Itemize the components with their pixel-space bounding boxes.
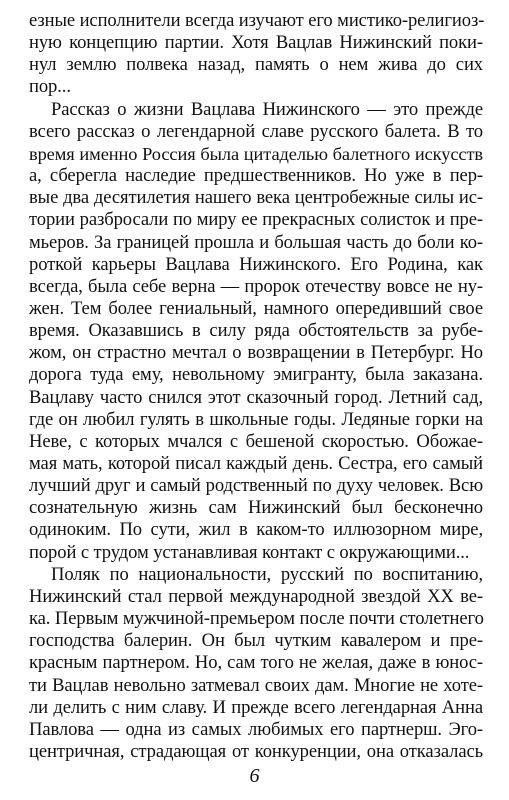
text-line: роткой карьеры Вацлава Нижинского. Его Родина, как xyxy=(29,253,483,275)
text-line: порой с трудом устанавливая контакт с окружающими... xyxy=(29,541,470,563)
text-line: ли делить с ним славу. И прежде всего легендарная Анна xyxy=(29,696,483,718)
text-line: Поляк по национальности, русский по воспитанию, xyxy=(51,563,483,585)
text-line: дорога туда ему, невольному эмигранту, была заказана. xyxy=(29,364,483,386)
text-line: пор... xyxy=(29,76,71,98)
text-line: ка. Первым мужчиной-премьером после почти столетнего xyxy=(29,608,484,630)
text-line: Неве, с которых мчался с бешеной скоростью. Обожае- xyxy=(29,430,483,452)
text-line: лучший друг и самый родственный по духу человек. Всю xyxy=(29,475,483,497)
page-number: 6 xyxy=(249,765,260,787)
text-line: езные исполнители всегда изучают его мистико-религиоз- xyxy=(29,10,485,31)
text-line: нул землю полвека назад, память о нем жива до сих xyxy=(29,54,483,76)
text-line: сознательную жизнь сам Нижинский был бесконечно xyxy=(29,497,483,519)
text-line: центричная, страдающая от конкуренции, она отказалась xyxy=(29,740,483,762)
text-line: время именно Россия была цитаделью балетного искусств xyxy=(29,143,483,164)
text-line: мьеров. За границей прошла и большая часть до боли ко- xyxy=(29,231,483,253)
text-line: тории разбросали по миру ее прекрасных солисток и пре- xyxy=(29,209,483,231)
text-line: жом, он страстно мечтал о возвращении в Петербург. Но xyxy=(29,342,483,364)
text-line: жен. Тем более гениальный, намного опередивший свое xyxy=(29,297,483,319)
text-line: Рассказ о жизни Вацлава Нижинского — это прежде xyxy=(51,98,483,120)
text-line: всего рассказ о легендарной славе русского балета. В то xyxy=(29,120,483,142)
text-line: одиноким. По сути, жил в каком-то иллюзорном мире, xyxy=(29,519,483,541)
text-line: Вацлаву часто снился этот сказочный город. Летний сад, xyxy=(29,386,483,408)
text-line: мая мать, которой писал каждый день. Сестра, его самый xyxy=(29,453,483,474)
text-line: красным партнером. Но, сам того не желая, даже в юнос- xyxy=(29,652,483,674)
text-line: вые два десятилетия нашего века центробежные силы ис- xyxy=(29,187,483,209)
text-line: господства балерин. Он был чутким кавалером и пре- xyxy=(29,630,483,652)
text-line: ную концепцию партии. Хотя Вацлав Нижинский поки- xyxy=(29,32,483,54)
text-line: где он любил гулять в школьные годы. Ледяные горки на xyxy=(29,408,483,430)
text-line: всегда, была себе верна — пророк отечеству вовсе не ну- xyxy=(29,275,483,297)
text-line: ти Вацлав невольно затмевал своих дам. Многие не хоте- xyxy=(29,674,483,696)
text-line: Павлова — одна из самых любимых его партнерш. Эго- xyxy=(29,718,483,740)
text-line: время. Оказавшись в силу ряда обстоятельств за рубе- xyxy=(29,320,483,342)
text-line: а, сберегла наследие предшественников. Но уже в пер- xyxy=(29,165,483,187)
text-line: Нижинский стал первой международной звездой XX ве- xyxy=(29,585,483,607)
